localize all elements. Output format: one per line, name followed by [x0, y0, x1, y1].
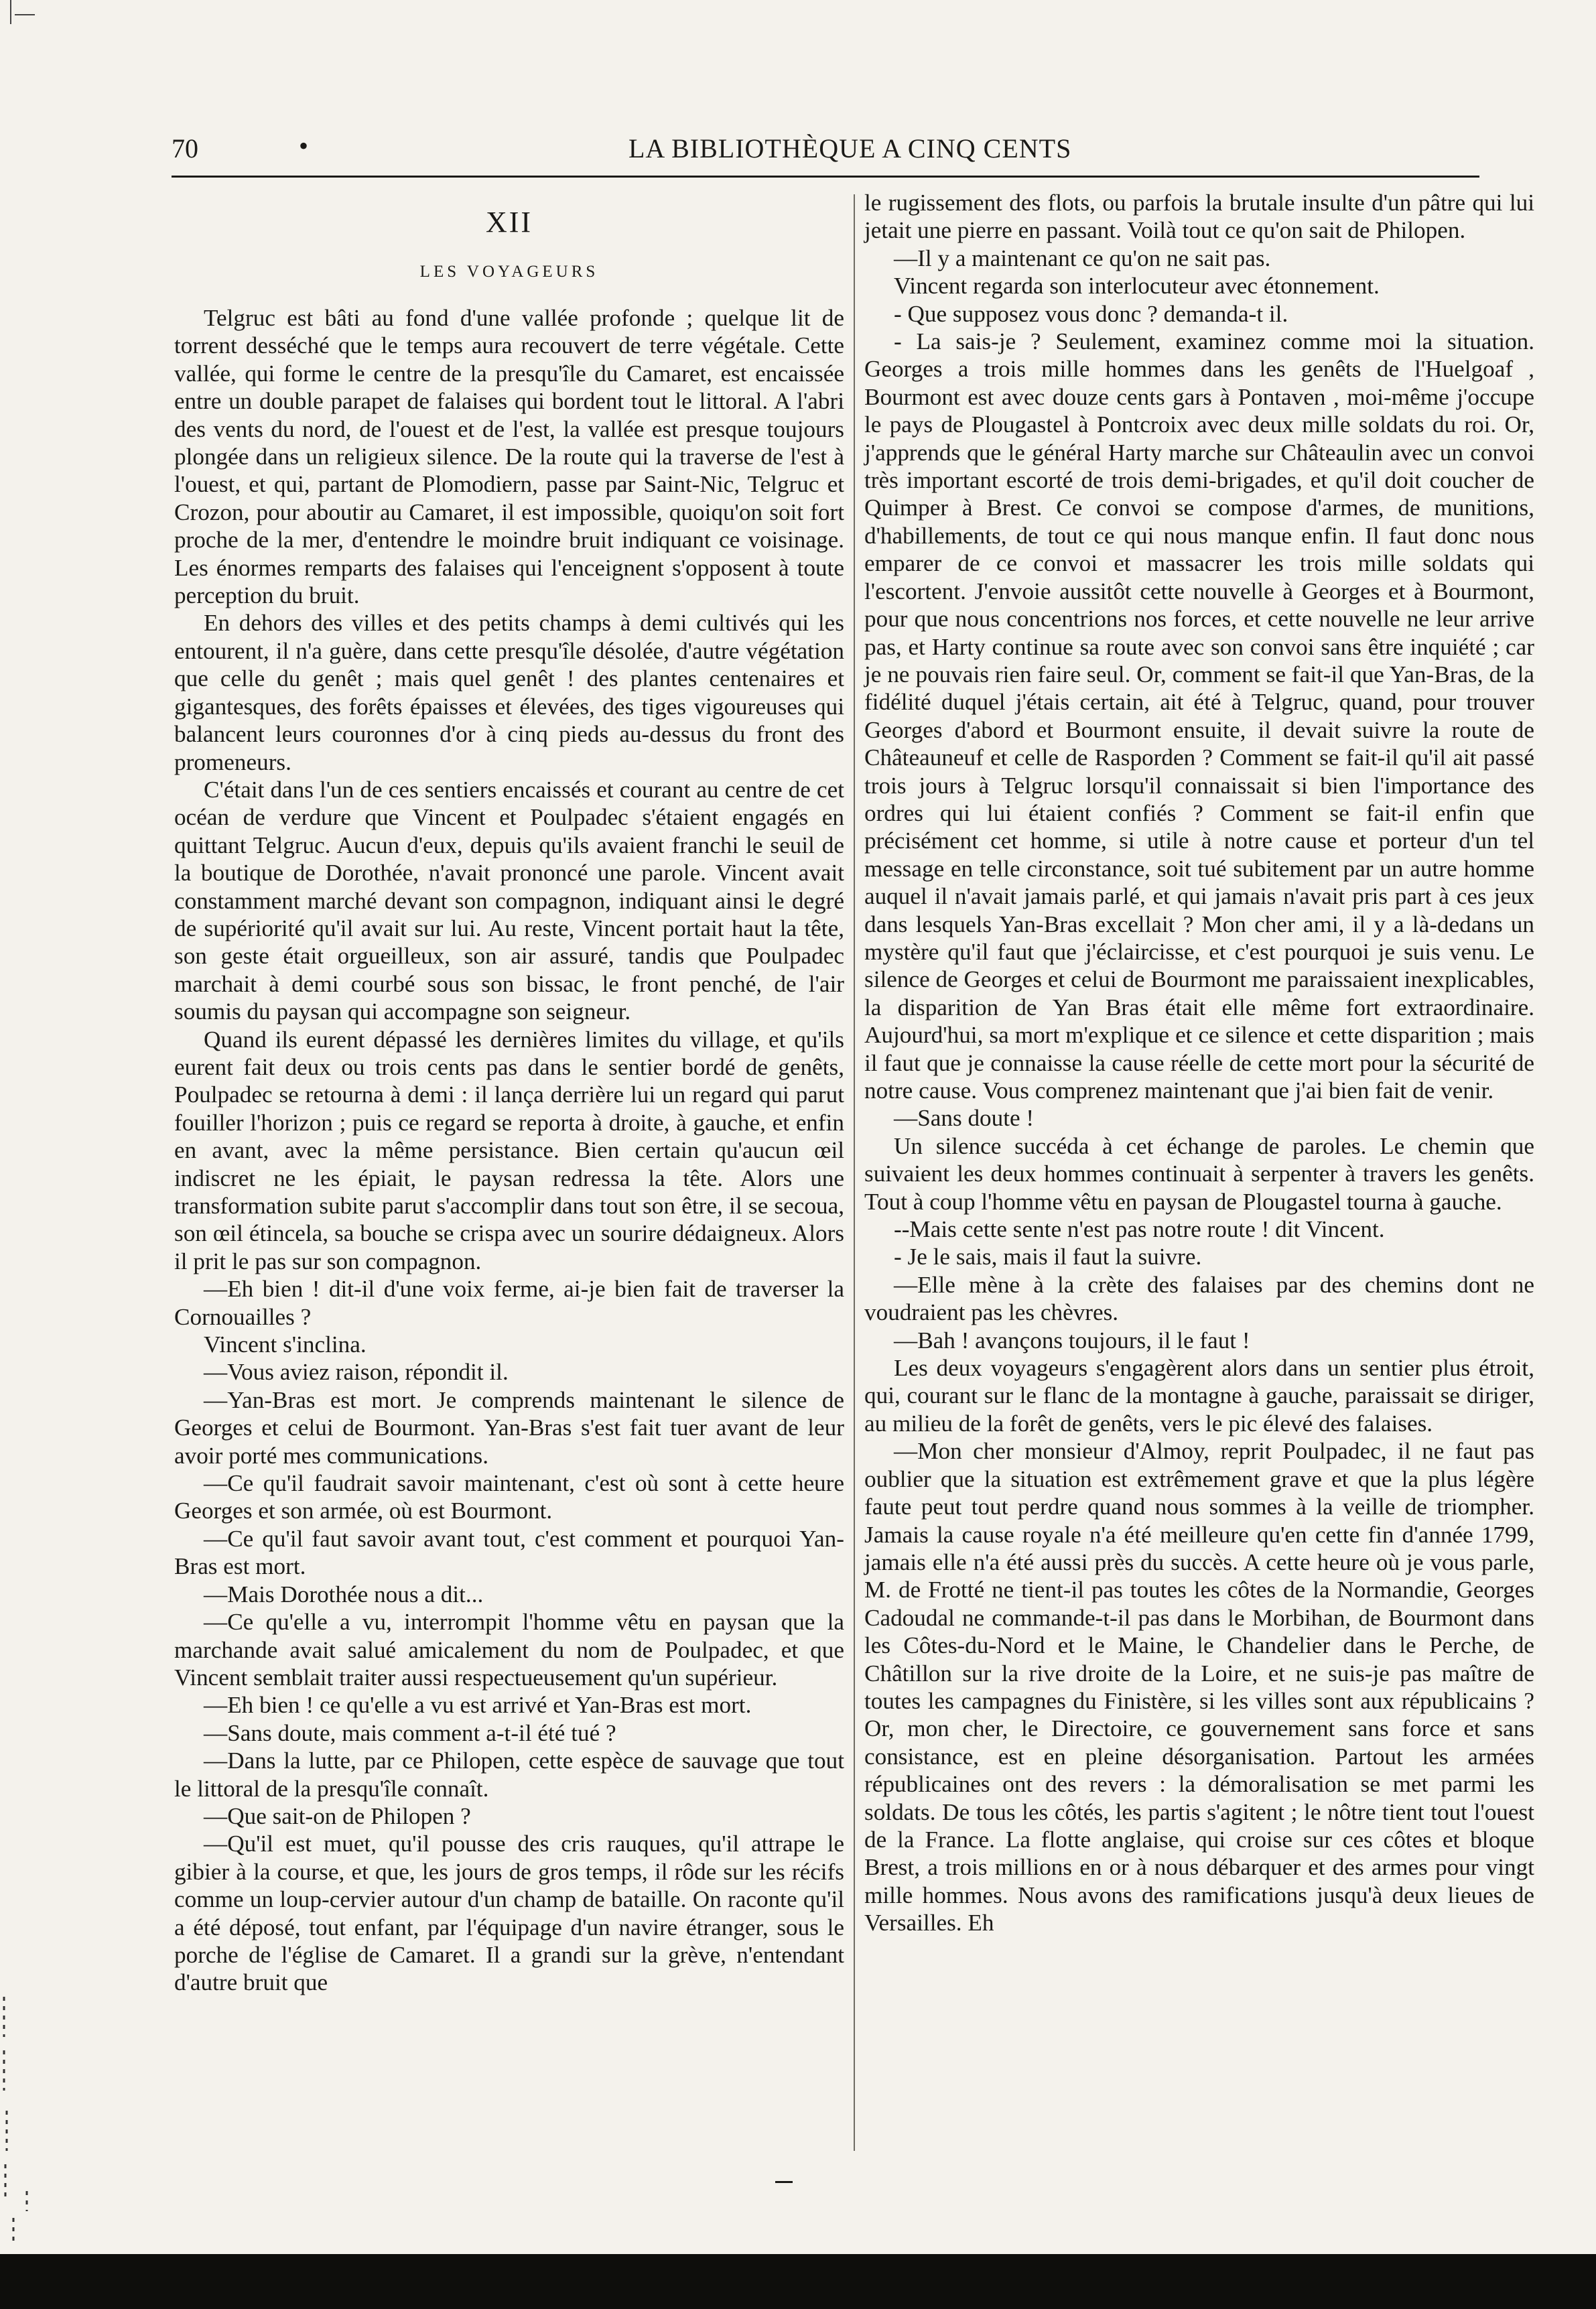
left-column [174, 189, 844, 1997]
paragraph: —Qu'il est muet, qu'il pousse des cris rauques, qu'il attrape le gibier à la course, et que, les jours de gros temps, il rôde sur les récifs comme un loup-cervier autour d'un champ de bataille. On raconte qu'il a été déposé, tout enfant, par l'équipage d'un navire étranger, sous le porche de l'église de Camaret. Il a grandi sur la grève, n'entendant d'autre bruit que [174, 1831, 844, 1996]
margin-marks [0, 1997, 47, 2251]
paragraph: - Que supposez vous donc ? demanda-t il. [894, 300, 1288, 327]
paragraph: —Il y a maintenant ce qu'on ne sait pas. [894, 245, 1271, 271]
chapter-number: XII [485, 206, 533, 239]
bottom-dash [775, 2181, 793, 2183]
paragraph: —Sans doute ! [894, 1105, 1035, 1132]
page-number: 70 [172, 133, 198, 163]
header-rule [172, 176, 1479, 178]
paragraph: —Eh bien ! dit-il d'une voix ferme, ai-je bien fait de traverser la Cornouailles ? [174, 1276, 844, 1330]
paragraph: —Mais Dorothée nous a dit... [204, 1581, 484, 1607]
chapter-title: LES VOYAGEURS [419, 263, 599, 281]
paragraph: —Ce qu'il faut savoir avant tout, c'est comment et pourquoi Yan-Bras est mort. [174, 1525, 844, 1580]
scan-edge-band [0, 2254, 1596, 2309]
paragraph: C'était dans l'un de ces sentiers encaissés et courant au centre de cet océan de verdure que Vincent et Poulpadec s'étaient engagés en quittant Telgruc. Aucun d'eux, depuis qu'ils avaient franchi le seuil de la boutique de Dorothée, n'avait prononcé une parole. Vincent avait constamment marché devant son compagnon, indiquant ainsi le degré de supériorité qu'il avait sur lui. Au reste, Vincent portait haut la tête, son geste était orgueilleux, son air assuré, tandis que Poulpadec marchait à demi courbé sous son bissac, le front penché, de l'air soumis du paysan qui accompagne son seigneur. [174, 776, 844, 1025]
paragraph: le rugissement des flots, ou parfois la brutale insulte d'un pâtre qui lui jetait une pierre en passant. Voilà tout ce qu'on sait de Philopen. [864, 190, 1534, 244]
paragraph: - La sais-je ? Seulement, examinez comme moi la situation. Georges a trois mille hommes dans les genêts de l'Huelgoaf , Bourmont est avec douze cents gars à Pontaven , moi-même j'occupe le pays de Plougastel à Pontcroix avec deux mille soldats du roi. Or, j'apprends que le général Harty marche sur Châteaulin avec un convoi très important escorté de trois demi-brigades, et qu'il doit coucher de Quimper à Brest. Ce convoi se compose d'armes, de munitions, d'habillements, de tout ce qui nous manque enfin. Il faut donc nous emparer de ce convoi et massacrer les trois mille soldats qui l'escortent. J'envoie aussitôt cette nouvelle à Georges et à Bourmont, pour que nous concentrions nos forces, et cette nouvelle ne leur arrive pas, et Harty continue sa route avec son convoi sans être inquiété ; car je ne pouvais rien faire seul. Or, comment se fait-il que Yan-Bras, de la fidélité duquel j'étais certain, ait été à Telgruc, quand, pour trouver Georges d'abord et Bourmont ensuite, il devait suivre la route de Châteauneuf et celle de Rasporden ? Comment se fait-il qu'il ait passé trois jours à Telgruc lorsqu'il connaissait si bien l'importance des ordres qui lui étaient confiés ? Comment se fait-il enfin que précisément cet homme, si utile à notre cause et porteur d'un tel message en telle circonstance, soit tué subitement par un autre homme auquel il n'avait jamais parlé, et qui jamais n'avait pris part à ces jeux dans lesquels Yan-Bras excellait ? Mon cher ami, il y a là-dedans un mystère qu'il faut que j'éclaircisse, et c'est pourquoi je suis venu. Le silence de Georges et celui de Bourmont me paraissaient inexplicables, la disparition de Yan Bras était elle même fort extraordinaire. Aujourd'hui, sa mort m'explique et ce silence et cette disparition ; mais il faut que je connaisse la cause réelle de cette mort pour la sécurité de notre cause. Vous comprenez maintenant que j'ai bien fait de venir. [864, 328, 1534, 1104]
paragraph: —Sans doute, mais comment a-t-il été tué ? [204, 1719, 616, 1746]
paragraph: - Je le sais, mais il faut la suivre. [894, 1244, 1202, 1270]
paragraph: Vincent s'inclina. [204, 1331, 367, 1358]
paragraph: Quand ils eurent dépassé les dernières limites du village, et qu'ils eurent fait deux ou trois cents pas dans le sentier bordé de genêts, Poulpadec se retourna à demi : il lança derrière lui un regard qui parut fouiller l'horizon ; puis ce regard se reporta à droite, à gauche, et enfin en avant, avec la même persistance. Bien certain qu'aucun œil indiscret ne les épiait, le paysan redressa la tête. Alors une transformation subite parut s'accomplir dans tout son être, il se secoua, son œil étincela, sa bouche se crispa avec un sourire dédaigneux. Alors il prit le pas sur son compagnon. [174, 1026, 844, 1274]
running-title: LA BIBLIOTHÈQUE A CINQ CENTS [628, 133, 1072, 163]
paragraph: —Yan-Bras est mort. Je comprends maintenant le silence de Georges et celui de Bourmont. Yan-Bras s'est fait tuer avant de leur avoir porté mes communications. [174, 1386, 844, 1469]
paragraph: Les deux voyageurs s'engagèrent alors dans un sentier plus étroit, qui, courant sur le flanc de la montagne à gauche, paraissait se diriger, au milieu de la forêt de genêts, vers le pic élevé des falaises. [864, 1355, 1534, 1437]
paragraph: —Dans la lutte, par ce Philopen, cette espèce de sauvage que tout le littoral de la presqu'île connaît. [174, 1747, 844, 1802]
page-header [172, 133, 1479, 170]
right-column [864, 189, 1534, 1937]
paragraph: —Ce qu'elle a vu, interrompit l'homme vêtu en paysan que la marchande avait salué amicalement du nom de Poulpadec, et que Vincent semblait traiter aussi respectueusement qu'un supérieur. [174, 1609, 844, 1691]
paragraph: En dehors des villes et des petits champs à demi cultivés qui les entourent, il n'a guère, dans cette presqu'île désolée, d'autre végétation que celle du genêt ; mais quel genêt ! des plantes centenaires et gigantesques, des forêts épaisses et élevées, des tiges vigoureuses qui balancent leurs couronnes d'or à cinq pieds au-dessus du front des promeneurs. [174, 610, 844, 775]
header-separator: • [299, 131, 309, 161]
paragraph: —Elle mène à la crète des falaises par des chemins dont ne voudraient pas les chèvres. [864, 1271, 1534, 1326]
paragraph: Telgruc est bâti au fond d'une vallée profonde ; quelque lit de torrent desséché que le temps aura recouvert de terre végétale. Cette vallée, qui forme le centre de la presqu'île du Camaret, est encaissée entre un double parapet de falaises qui bordent tout le littoral. A l'abri des vents du nord, de l'ouest et de l'est, la vallée est presque toujours plongée dans un religieux silence. De la route qui la traverse de l'est à l'ouest, et qui, partant de Plomodiern, passe par Saint-Nic, Telgruc et Crozon, pour aboutir au Camaret, il est impossible, quoiqu'on soit fort proche de la mer, d'entendre le moindre bruit indiquant ce voisinage. Les énormes remparts des falaises qui l'enceignent s'opposent à toute perception du bruit. [174, 305, 844, 609]
paragraph: —Eh bien ! ce qu'elle a vu est arrivé et Yan-Bras est mort. [204, 1692, 752, 1719]
paragraph: —Que sait-on de Philopen ? [204, 1802, 471, 1829]
paragraph: —Bah ! avançons toujours, il le faut ! [894, 1327, 1250, 1354]
paragraph: —Vous aviez raison, répondit il. [204, 1359, 509, 1386]
paragraph: Un silence succéda à cet échange de paroles. Le chemin que suivaient les deux hommes continuait à serpenter à travers les genêts. Tout à coup l'homme vêtu en paysan de Plougastel tourna à gauche. [864, 1132, 1534, 1215]
column-divider [854, 194, 855, 2151]
printer-crop-mark [8, 0, 35, 27]
paragraph: —Ce qu'il faudrait savoir maintenant, c'est où sont à cette heure Georges et son armée, où est Bourmont. [174, 1470, 844, 1524]
paragraph: Vincent regarda son interlocuteur avec étonnement. [894, 273, 1380, 300]
paragraph: --Mais cette sente n'est pas notre route ! dit Vincent. [894, 1216, 1385, 1243]
paragraph: —Mon cher monsieur d'Almoy, reprit Poulpadec, il ne faut pas oublier que la situation est extrêmement grave et que la plus légère faute peut tout perdre quand nous sommes à la veille de triompher. Jamais la cause royale n'a été meilleure qu'en cette fin d'année 1799, jamais elle n'a été aussi près du succès. A cette heure où je vous parle, M. de Frotté ne tient-il pas toutes les côtes de la Normandie, Georges Cadoudal ne commande-t-il pas dans le Morbihan, de Bourmont dans les Côtes-du-Nord et le Maine, le Chandelier dans le Perche, de Châtillon sur la rive droite de la Loire, et ne suis-je pas maître de toutes les campagnes du Finistère, si les villes sont aux républicains ? Or, mon cher, le Directoire, ce gouvernement sans force et sans consistance, est en pleine désorganisation. Partout les armées républicaines ont des revers : la démoralisation se met parmi les soldats. De tous les côtés, les partis s'agitent ; le nôtre tient tout l'ouest de la France. La flotte anglaise, qui croise sur ces côtes et bloque Brest, a trois millions en or à nous débarquer et des armes pour vingt mille hommes. Nous avons des ramifications jusqu'à deux lieues de Versailles. Eh [864, 1438, 1534, 1936]
